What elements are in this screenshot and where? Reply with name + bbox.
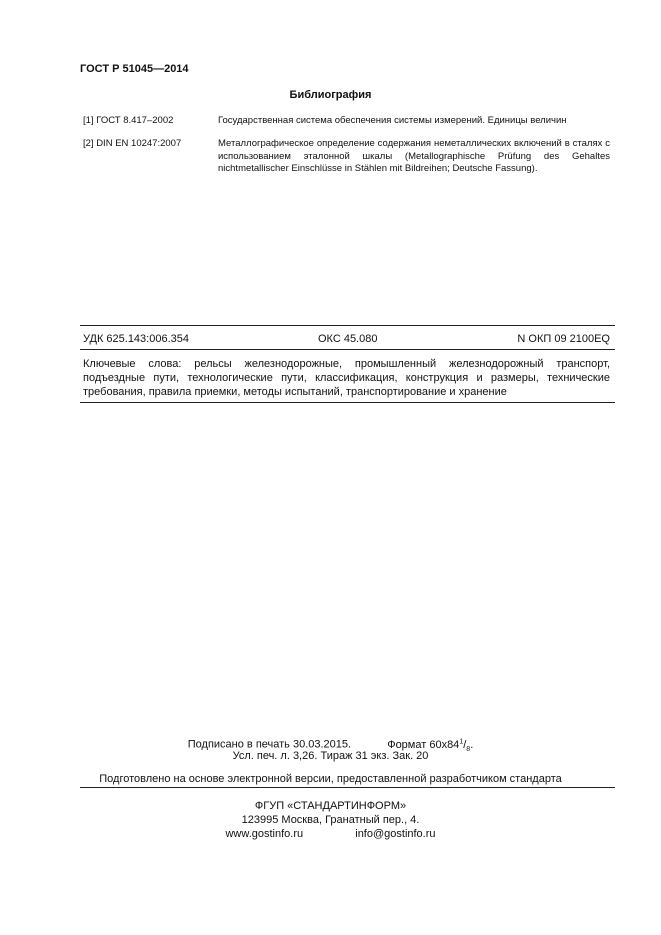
- publisher-divider: [80, 787, 615, 788]
- bibliography-text: Металлографическое определение содержания неметаллических включений в сталях с использованием эталонной шкалы (Metallographische Prüfung des Gehaltes nichtmetallischer Einschlüsse in Stählen mit Bildreihen; Deutsche Fassung).: [218, 138, 610, 174]
- oks-code: ОКС 45.080: [318, 333, 378, 345]
- signed-to-print: Подписано в печать 30.03.2015.: [187, 738, 352, 751]
- bibliography-text: Государственная система обеспечения системы измерений. Единицы величин: [218, 115, 567, 126]
- bibliography-title: Библиография: [289, 89, 372, 101]
- imprint-line-2: Усл. печ. л. 3,26. Тираж 31 экз. Зак. 20: [232, 750, 429, 762]
- keywords: Ключевые слова: рельсы железнодорожные, промышленный железнодорожный транспорт, подъездные пути, технологические пути, классификация, конструкция и размеры, технические требования, правила приемки, методы испытаний, транспортирование и хранение: [83, 358, 610, 398]
- keywords-divider: [80, 402, 615, 403]
- codes-divider: [80, 349, 615, 350]
- paper-format: Формат $60x84^1/_8$.: [387, 738, 474, 753]
- document-code-header: ГОСТ Р 51045—2014: [80, 63, 189, 75]
- bibliography-ref: [2] DIN EN 10247:2007: [83, 138, 182, 149]
- top-divider: [80, 325, 615, 326]
- prepared-note: Подготовлено на основе электронной версии, предоставленной разработчиком стандарта: [99, 773, 562, 785]
- publisher-website[interactable]: www.gostinfo.ru: [225, 828, 304, 840]
- okp-code: N ОКП 09 2100EQ: [517, 333, 610, 345]
- bibliography-ref: [1] ГОСТ 8.417–2002: [83, 115, 174, 126]
- publisher-name: ФГУП «СТАНДАРТИНФОРМ»: [254, 800, 407, 812]
- publisher-contacts: [0, 828, 661, 840]
- publisher-address: 123995 Москва, Гранатный пер., 4.: [241, 814, 420, 826]
- udk-code: УДК 625.143:006.354: [83, 333, 189, 345]
- publisher-email[interactable]: info@gostinfo.ru: [355, 828, 436, 840]
